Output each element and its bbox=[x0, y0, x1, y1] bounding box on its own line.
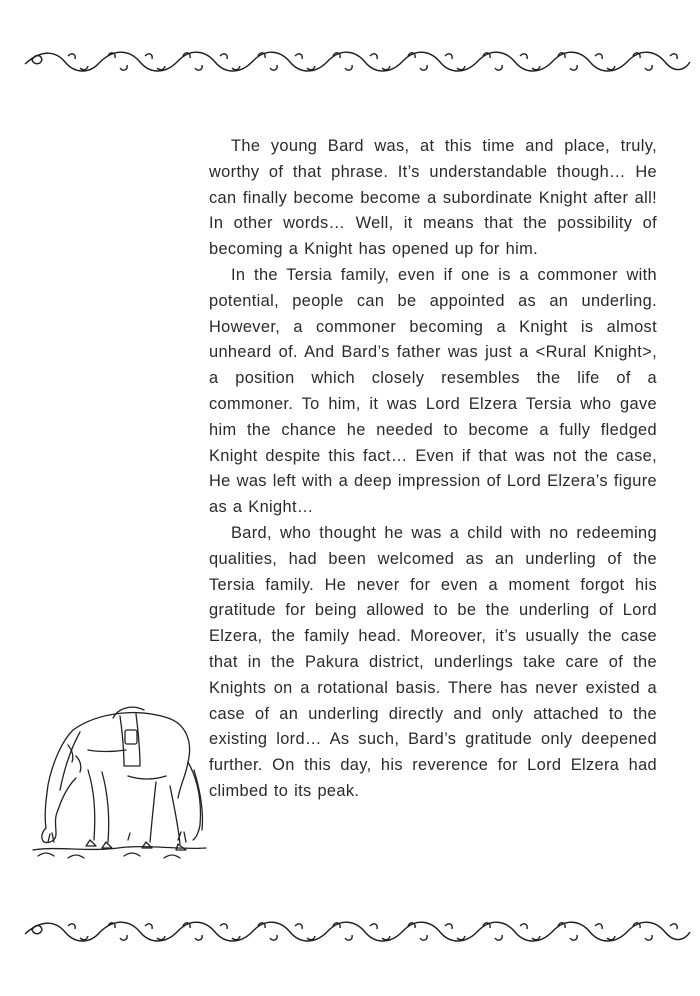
top-vine-border bbox=[20, 42, 695, 82]
paragraph-3: Bard, who thought he was a child with no redeeming qualities, had been welcomed as an underling of the Tersia family. He never for even a moment forgot his gratitude for being allowed to be the underling of Lord Elzera, the family head. Moreover, it’s usually the case that in the Pakura district, underlings take care of the Knights on a rotational basis. There has never existed a case of an underling directly and only attached to the existing lord… As such, Bard’s gratitude only deepened further. On this day, his reverence for Lord Elzera had climbed to its peak. bbox=[209, 523, 657, 800]
story-text bbox=[209, 134, 657, 805]
bottom-vine-border bbox=[20, 912, 695, 952]
horse-illustration bbox=[28, 690, 208, 865]
paragraph-2: In the Tersia family, even if one is a commoner with potential, people can be appointed as an underling. However, a commoner becoming a Knight is almost unheard of. And Bard’s father was just a <Rural Knight>, a position which closely resembles the life of a commoner. To him, it was Lord Elzera Tersia who gave him the chance he needed to become a fully fledged Knight despite this fact… Even if that was not the case, He was left with a deep impression of Lord Elzera’s figure as a Knight… bbox=[209, 265, 657, 517]
paragraph-1: The young Bard was, at this time and place, truly, worthy of that phrase. It’s understandable though… He can finally become become a subordinate Knight after all! In other words… Well, it means that the possibility of becoming a Knight has opened up for him. bbox=[209, 137, 657, 259]
